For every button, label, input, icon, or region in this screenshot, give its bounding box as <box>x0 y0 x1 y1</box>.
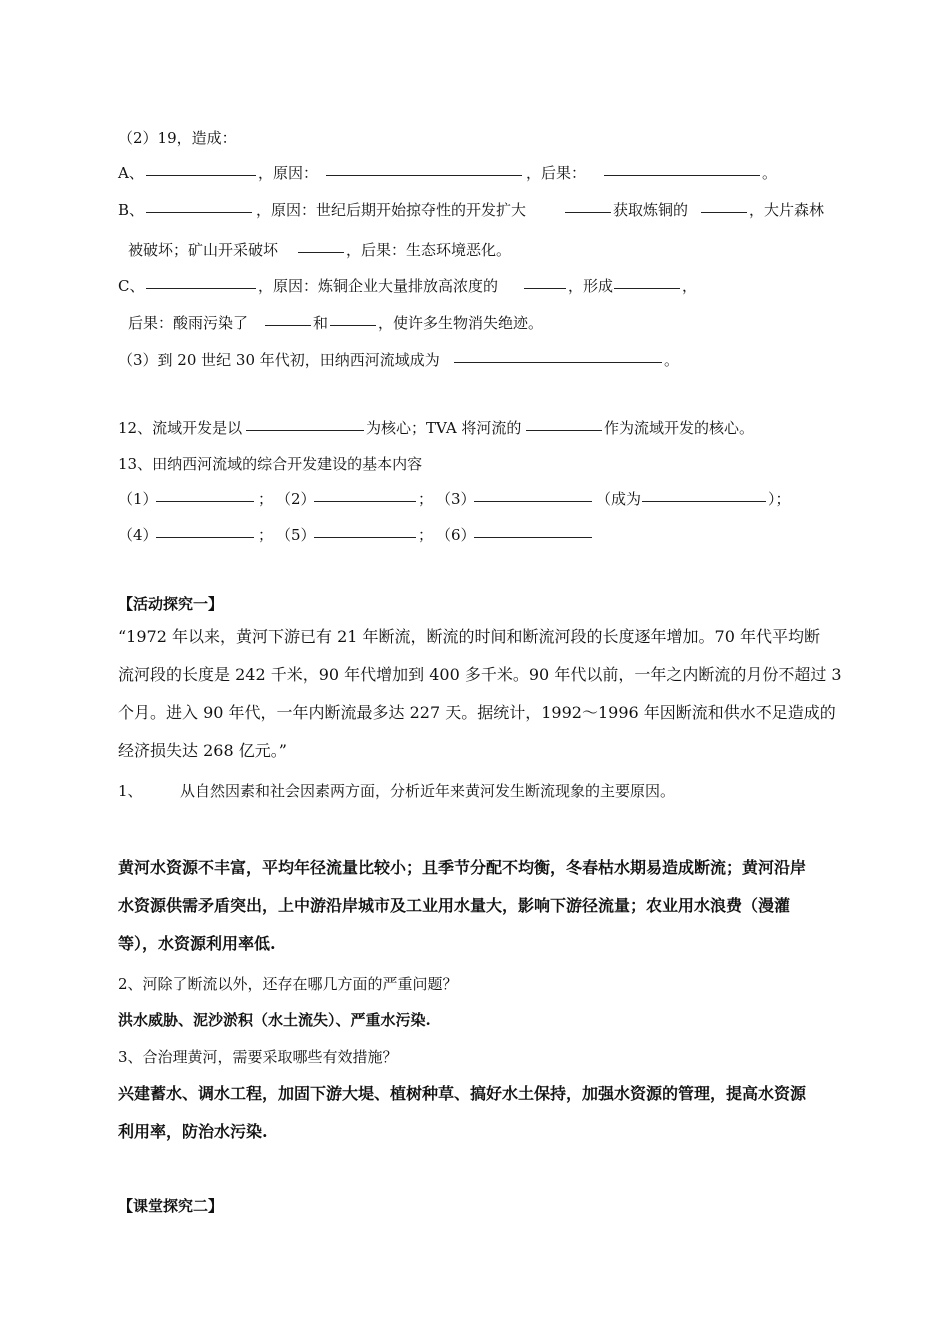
q13-blank-1[interactable] <box>156 487 254 502</box>
q2-title: （2）19，造成： <box>118 129 237 147</box>
row-c-blank-4[interactable] <box>265 311 311 326</box>
row-a-label: A、 <box>118 164 144 182</box>
q3-end: 。 <box>664 351 680 369</box>
q13-n6: （6） <box>436 526 476 544</box>
row-b-part2: 获取炼铜的 <box>613 201 689 219</box>
q13-blank-5[interactable] <box>314 523 416 538</box>
q13-blank-3b[interactable] <box>642 487 766 502</box>
q13-n4: （4） <box>118 526 158 544</box>
q13-n1: （1） <box>118 490 158 508</box>
activity1-q2: 2、河除了断流以外，还存在哪几方面的严重问题？ <box>118 975 458 993</box>
q13-blank-4[interactable] <box>156 523 254 538</box>
activity1-q1-text: 从自然因素和社会因素两方面，分析近年来黄河发生断流现象的主要原因。 <box>180 782 676 800</box>
activity1-a1-1: 黄河水资源不丰富，平均年径流量比较小；且季节分配不均衡，冬春枯水期易造成断流；黄河沿岸 <box>118 858 807 877</box>
row-c-blank-3[interactable] <box>614 274 680 289</box>
row-b-part3: ，大片森林 <box>749 201 825 219</box>
row-c-line2c: ，使许多生物消失绝迹。 <box>378 314 544 332</box>
q12-part2: 为核心；TVA 将河流的 <box>366 419 522 437</box>
row-b-line2b: ，后果：生态环境恶化。 <box>346 241 512 259</box>
q13-blank-3[interactable] <box>474 487 592 502</box>
activity1-a1-3: 等），水资源利用率低. <box>118 934 276 953</box>
q12-part3: 作为流域开发的核心。 <box>604 419 755 437</box>
activity1-a3-2: 利用率，防治水污染. <box>118 1122 268 1141</box>
row-c-part1: ，原因：炼铜企业大量排放高浓度的 <box>258 277 499 295</box>
q12-blank-2[interactable] <box>526 416 602 431</box>
activity1-a3-1: 兴建蓄水、调水工程，加固下游大堤、植树种草、搞好水土保持，加强水资源的管理，提高水资源 <box>118 1084 807 1103</box>
q13-title: 13、田纳西河流域的综合开发建设的基本内容 <box>118 455 423 473</box>
row-b-label: B、 <box>118 201 145 219</box>
q13-sep-5: ； <box>418 526 434 544</box>
row-b-line2a: 被破坏；矿山开采破坏 <box>128 241 279 259</box>
q13-n3: （3） <box>436 490 476 508</box>
q13-close: ）； <box>768 490 791 508</box>
q13-sep-1: ； <box>258 490 274 508</box>
row-a-blank-1[interactable] <box>146 161 256 176</box>
row-c-line2a: 后果：酸雨污染了 <box>128 314 249 332</box>
activity1-q1-num: 1、 <box>118 782 143 800</box>
activity1-a1-2: 水资源供需矛盾突出，上中游沿岸城市及工业用水量大，影响下游径流量；农业用水浪费（漫灌 <box>118 896 791 915</box>
row-c-line2b: 和 <box>313 314 329 332</box>
row-c-part2: ，形成 <box>568 277 614 295</box>
row-a-blank-3[interactable] <box>604 161 760 176</box>
row-a-result-label: ，后果： <box>526 164 587 182</box>
activity1-a2: 洪水威胁、泥沙淤积（水土流失）、严重水污染. <box>118 1011 431 1029</box>
row-b-blank-2[interactable] <box>565 198 611 213</box>
q12-part1: 12、流域开发是以 <box>118 419 243 437</box>
row-c-label: C、 <box>118 277 145 295</box>
q13-become: （成为 <box>596 490 642 508</box>
activity1-quote-3: 个月。进入 90 年代，一年内断流最多达 227 天。据统计，1992～1996 年因断流和供水不足造成的 <box>118 703 836 722</box>
q3-text: （3）到 20 世纪 30 年代初，田纳西河流域成为 <box>118 351 440 369</box>
q13-n2: （2） <box>276 490 316 508</box>
q13-sep-2: ； <box>418 490 434 508</box>
activity1-q3: 3、合治理黄河，需要采取哪些有效措施？ <box>118 1048 398 1066</box>
row-b-part1: ，原因：世纪后期开始掠夺性的开发扩大 <box>256 201 527 219</box>
row-b-blank-4[interactable] <box>298 238 344 253</box>
activity1-quote-4: 经济损失达 268 亿元。” <box>118 741 287 760</box>
row-a-cause-label: ，原因： <box>258 164 319 182</box>
row-a-end: 。 <box>762 164 778 182</box>
row-c-blank-1[interactable] <box>146 274 256 289</box>
q3-blank[interactable] <box>454 348 662 363</box>
activity1-quote-1: “1972 年以来，黄河下游已有 21 年断流，断流的时间和断流河段的长度逐年增加。70 年代平均断 <box>118 627 820 646</box>
q12-blank-1[interactable] <box>246 416 364 431</box>
row-c-blank-2[interactable] <box>524 274 566 289</box>
row-b-blank-1[interactable] <box>146 198 252 213</box>
row-b-blank-3[interactable] <box>701 198 747 213</box>
q13-blank-2[interactable] <box>314 487 416 502</box>
q13-sep-4: ； <box>258 526 274 544</box>
q13-n5: （5） <box>276 526 316 544</box>
row-c-part3: ， <box>682 277 698 295</box>
activity1-heading: 【活动探究一】 <box>118 595 224 613</box>
activity2-heading: 【课堂探究二】 <box>118 1197 224 1215</box>
q13-blank-6[interactable] <box>474 523 592 538</box>
activity1-quote-2: 流河段的长度是 242 千米，90 年代增加到 400 多千米。90 年代以前，一年之内断流的月份不超过 3 <box>118 665 842 684</box>
row-c-blank-5[interactable] <box>330 311 376 326</box>
row-a-blank-2[interactable] <box>326 161 522 176</box>
